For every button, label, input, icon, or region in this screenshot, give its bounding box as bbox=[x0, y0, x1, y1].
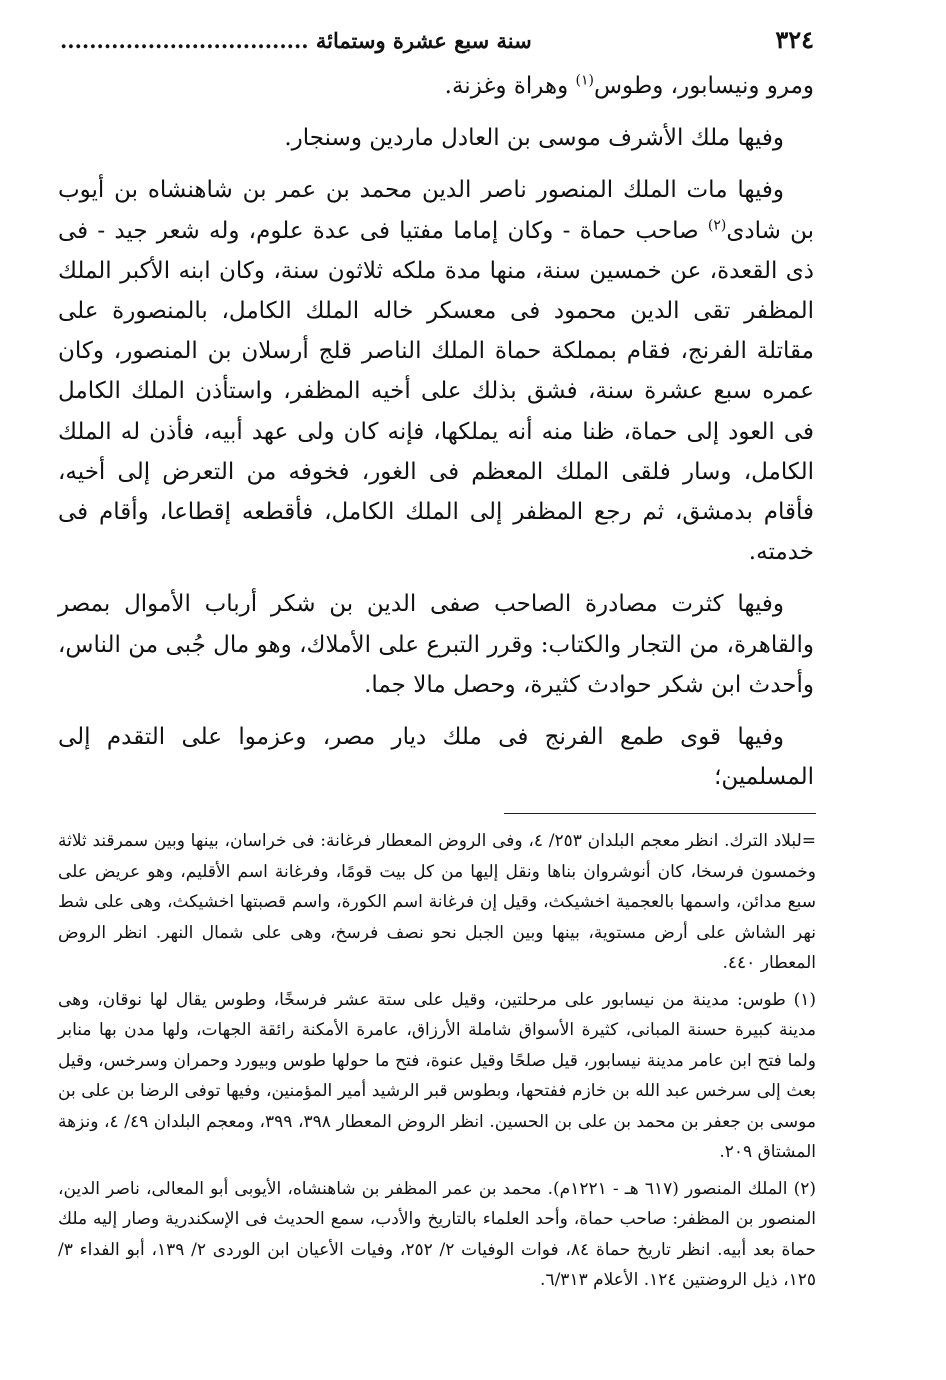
footnote-1: (١) طوس: مدينة من نيسابور على مرحلتين، وقيل على ستة عشر فرسخًا، وطوس يقال لها نوقان، وهى مدينة كبيرة حسنة المبانى، كثيرة الأسواق شاملة الأرزاق، عامرة الأمكنة رائقة الجهات، ولها مدن بها منابر ولما فتح ابن عامر مدينة نيسابور، قيل صلحًا وقيل عنوة، فتح ما حولها طوس وبيورد وحمران وسرخس، وقيل بعث إلى سرخس عبد الله بن خازم ففتحها، وبطوس قبر الرشيد أمير المؤمنين، وفيها توفى الرضا بن على بن موسى بن جعفر بن محمد بن على بن الحسين. انظر الروض المعطار ٣٩٨، ٣٩٩، ومعجم البلدان ٤٩/ ٤، ونزهة المشتاق ٢٠٩. bbox=[58, 989, 817, 1163]
paragraph-1 bbox=[58, 66, 814, 106]
running-header bbox=[58, 20, 838, 60]
paragraph-4 bbox=[58, 584, 814, 705]
paragraph-3-text-end: صاحب حماة - وكان إماما مفتيا فى عدة علوم، وله شعر جيد - فى ذى القعدة، عن خمسين سنة، منها مدة ملكه ثلاثون سنة، وكان ابنه الأكبر الملك المظفر تقى الدين محمود فى معسكر خاله الملك الكامل، بالمنصورة على مقاتلة الفرنج، فقام بمملكة حماة الملك الناصر قلج أرسلان بن المنصور، وكان عمره سبع عشرة سنة، فشق بذلك على أخيه المظفر، واستأذن الملك الكامل فى العود إلى حماة، ظنا منه أنه يملكها، فإنه كان ولى عهد أبيه، فأذن له الملك الكامل، وسار فلقى الملك المعظم فى الغور، فخوفه من التعرض إلى أخيه، فأقام بدمشق، ثم رجع المظفر إلى الملك الكامل، فأقطعه إقطاعا، وأقام فى خدمته. bbox=[58, 217, 814, 566]
paragraph-3 bbox=[58, 170, 814, 572]
header-leader-dots: .................................. bbox=[60, 28, 309, 53]
paragraph-1-text: ومرو ونيسابور، وطوس bbox=[593, 73, 814, 99]
footnote-ref-2[interactable]: (٢) bbox=[707, 216, 727, 233]
paragraph-5-text: وفيها قوى طمع الفرنج فى ملك ديار مصر، وعزموا على التقدم إلى المسلمين؛ bbox=[58, 724, 814, 791]
paragraph-1-text-end: وهراة وغزنة. bbox=[444, 73, 576, 99]
page-number: ٣٢٤ bbox=[775, 25, 814, 54]
paragraph-5 bbox=[58, 717, 814, 797]
footnote-divider bbox=[504, 813, 816, 814]
paragraph-2 bbox=[58, 118, 814, 158]
paragraph-2-text: وفيها ملك الأشرف موسى بن العادل ماردين وسنجار. bbox=[284, 125, 784, 152]
footnote-ref-1[interactable]: (١) bbox=[575, 72, 594, 89]
footnotes bbox=[58, 826, 838, 1296]
chapter-title bbox=[60, 21, 532, 61]
paragraph-4-text: وفيها كثرت مصادرة الصاحب صفى الدين بن شكر أرباب الأموال بمصر والقاهرة، من التجار والكتاب: وقرر التبرع على الأملاك، وهو مال جُبى من الناس، وأحدث ابن شكر حوادث كثيرة، وحصل مالا جما. bbox=[58, 591, 814, 698]
main-text bbox=[58, 66, 838, 797]
footnote-2: (٢) الملك المنصور (٦١٧ هـ - ١٢٢١م). محمد بن عمر المظفر بن شاهنشاه، الأيوبى أبو المعالى، ناصر الدين، المنصور بن المظفر: صاحب حماة، وأحد العلماء بالتاريخ والأدب، سمع الحديث فى الإسكندرية وصار إليه ملك حماة بعد أبيه. انظر تاريخ حماة ٨٤، فوات الوفيات ٢/ ٢٥٢، وفيات الأعيان ابن الوردى ٢/ ١٣٩، أبو الفداء ٣/ ١٢٥، ذيل الروضتين ١٢٤. الأعلام ٦/٣١٣. bbox=[58, 1178, 816, 1291]
header-title-text: سنة سبع عشرة وستمائة bbox=[315, 28, 532, 53]
footnote-continuation: =لبلاد الترك. انظر معجم البلدان ٢٥٣/ ٤، وفى الروض المعطار فرغانة: فى خراسان، بينها وبين سمرقند ثلاثة وخمسون فرسخا، كان أنوشروان بناها ونقل إليها من كل بيت قومًا، وفرغانة اسم الأقليم، وهو عريض على سبع مدائن، واسمها بالعجمية اخشيكث، وقيل إن فرغانة اسم الكورة، واسم قصبتها اخشيكث، وهى على شط نهر الشاش على أرض مستوية، بينها وبين الجبل نحو نصف فرسخ، وهى على شمال النهر. انظر الروض المعطار ٤٤٠. bbox=[58, 831, 816, 974]
book-page bbox=[58, 20, 838, 1360]
paragraph-3-text: وفيها مات الملك المنصور ناصر الدين محمد بن عمر بن شاهنشاه بن أيوب بن شادى bbox=[58, 177, 814, 244]
